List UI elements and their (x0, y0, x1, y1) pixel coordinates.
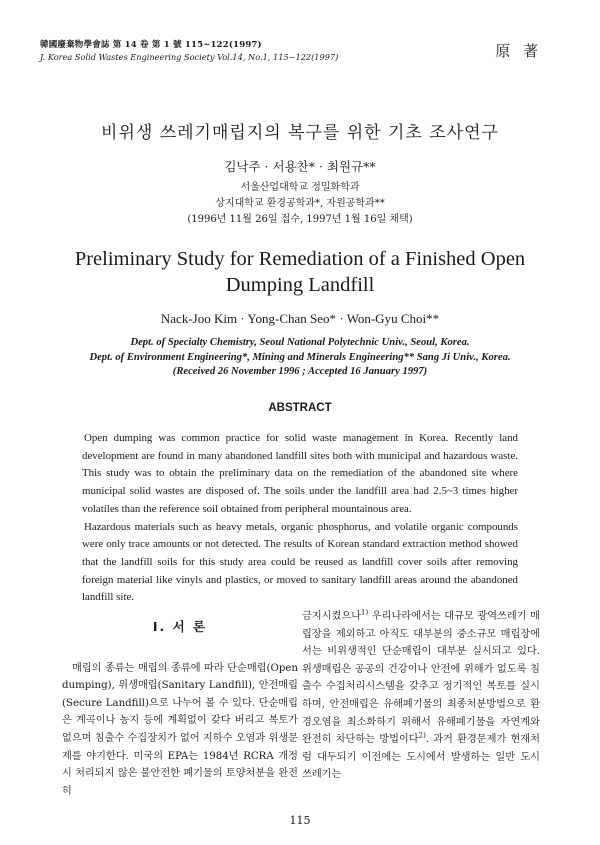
right-column (302, 608, 540, 784)
left-column (62, 608, 298, 800)
title-korean: 비위생 쓰레기매립지의 복구를 위한 기초 조사연구 (101, 123, 499, 143)
citation-ref: 2) (418, 731, 426, 740)
page-number: 115 (289, 814, 311, 827)
abstract-heading: ABSTRACT (268, 402, 332, 414)
affiliations-korean (0, 180, 600, 228)
affiliation-line: 상지대학교 환경공학과*, 자원공학과** (215, 198, 385, 209)
body-text: . 과거 환경문제가 현재처럼 대두되기 이전에는 도시에서 발생하는 일반 도시 쓰레기는 (302, 734, 540, 781)
body-text: 금지시켰으나 (302, 611, 362, 622)
authors-korean: 김낙주 · 서용찬* · 최원규** (224, 159, 376, 174)
abstract-paragraph: Hazardous materials such as heavy metals, organic phosphorus, and volatile organic compounds were only trace amounts or not detected. The results of Korean standard extraction method showed that the landfill soils for this study area could be reused as landfill cover soils after removing foreign material like vinyls and plastics, or moved to sanitary landfill areas around the abandoned landfill site. (82, 520, 518, 604)
journal-header (40, 38, 400, 62)
body-paragraph: 매립의 종류는 매립의 종류에 따라 단순매립(Open dumping), 위생매립(Sanitary Landfill), 안전매립(Secure Landfill)으로 나누어 볼 수 있다. 단순매립은 계곡이나 농지 등에 계획없이 갖다 버리고 복토가 없으며 침출수 수집장치가 없어 지하수 오염과 위생문제를 야기한다. 미국의 EPA는 1984년 RCRA 개정시 처리되지 않은 불안전한 폐기물의 토양처분을 완전히 (62, 662, 298, 797)
title-english: Preliminary Study for Remediation of a Finished Open Dumping Landfill (74, 248, 526, 296)
article-category: 原 著 (495, 42, 542, 60)
authors-english: Nack-Joo Kim · Yong-Chan Seo* · Won-Gyu Choi** (160, 311, 440, 326)
citation-ref: 1) (361, 608, 369, 617)
section-heading-introduction: I. 서 론 (152, 619, 208, 634)
affiliation-line: 서울산업대학교 정밀화학과 (240, 182, 360, 193)
abstract-paragraph: Open dumping was common practice for solid waste management in Korea. Recently land development are found in many abandoned landfill sites both with municipal and hazardous waste. This study was to obtain the preliminary data on the remediation of the abandoned site where municipal solid wastes are disposed of. The soils under the landfill area had 2.5~3 times higher volatiles than the reference soil obtained from peripheral mountainous area. (82, 432, 518, 515)
body-paragraph (302, 608, 540, 784)
journal-title-english: J. Korea Solid Wastes Engineering Society Vol.14, No.1, 115~122(1997) (40, 52, 339, 62)
abstract-body (82, 430, 518, 607)
body-text: 우리나라에서는 대규모 광역쓰레기 매립장을 제외하고 아직도 대부분의 중소규모 매립장에서는 비위생적인 단순매립이 대부분 실시되고 있다. 위생매립은 공공의 건강이나 안전에 위해가 없도록 침출수 수집처리시스템을 갖추고 정기적인 복토를 실시하며, 안전매립은 유해폐기물의 최종처분방법으로 환경오염을 최소화하기 위해서 유해폐기물을 자연계와 완전히 차단하는 방법이다 (302, 611, 540, 746)
received-dates-korean: (1996년 11월 26일 접수, 1997년 1월 16일 채택) (187, 214, 413, 225)
received-dates-english: (Received 26 November 1996 ; Accepted 16 January 1997) (172, 366, 428, 377)
affiliation-line: Dept. of Environment Engineering*, Mining and Minerals Engineering** Sang Ji Univ., Korea. (89, 351, 511, 363)
affiliation-line: Dept. of Specialty Chemistry, Seoul National Polytechnic Univ., Seoul, Korea. (130, 337, 470, 348)
affiliations-english (30, 336, 570, 380)
journal-title-korean: 韓國廢棄物學會誌 第 14 卷 第 1 號 115~122(1997) (40, 40, 262, 50)
